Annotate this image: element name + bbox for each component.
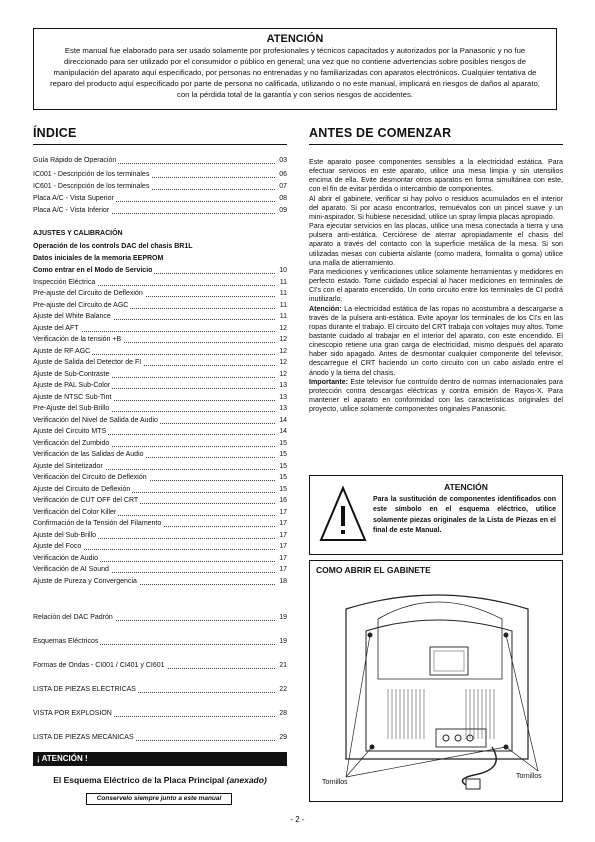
index-entry-page: 17 [279,520,287,527]
index-entry-page: 13 [279,393,287,401]
attention-bar [33,752,287,766]
index-entry-page: 18 [279,577,287,585]
index-entry-label: Pre-Ajuste del Sub-Brillo [33,405,110,412]
index-entry-page: 06 [279,171,287,178]
index-entry-page: 14 [279,416,287,424]
index-entry [33,613,287,623]
index-entry [33,733,287,743]
index-entry [33,450,287,460]
index-entry-label: Ajuste del Sub-Brillo [33,531,97,539]
index-entry [33,324,287,334]
antes-rule [309,144,563,145]
index-entry-page: 10 [279,267,287,274]
index-entry [33,289,287,299]
index-entry-page: 29 [279,734,287,741]
index-entry-page: 11 [279,290,287,297]
index-title: ÍNDICE [33,126,77,140]
index-entry-label: Relación del DAC Padrón [33,614,113,621]
index-entry-label: Verificación de las Salidas de Audio [33,451,144,458]
index-entry-page: 16 [279,497,287,504]
index-entry [33,637,287,647]
index-entry-label: Esquemas Eléctricos [33,638,99,645]
index-entry-page: 03 [279,157,287,164]
index-entry-page: 15 [279,485,287,493]
index-entry [33,278,287,288]
index-entry [33,485,287,495]
index-entry-label: Ajuste del Circuito MTS [33,428,107,435]
index-entry [33,301,287,311]
index-entry-page: 21 [279,662,287,669]
index-entry-label: Verificación de AI Sound [33,566,109,573]
index-entry [33,416,287,426]
index-entry-label: Verificación del Circuito de Deflexión [33,474,147,481]
index-entry [33,206,287,216]
index-entry-page: 11 [279,278,287,286]
index-entry-page: 17 [279,554,287,562]
tv-back-illustration [316,579,556,799]
index-entry-label: LISTA DE PIEZAS MECÁNICAS [33,734,134,741]
index-entry [33,531,287,541]
index-entry-label: Verificación del Zumbido [33,439,110,447]
index-entry-label: Ajuste de PAL Sub-Color [33,382,111,389]
index-entry [33,508,287,518]
index-entry-page: 08 [279,195,287,202]
index-entry-page: 12 [279,324,287,332]
antes-paragraph: Al abrir el gabinete, verificar si hay polvo o residuos acumulados en el interior del aparato. Si por acaso encontrarlos, remuévalos con un pincel suave y un mini-aspirador. Si hubiese necesidad, utilice un spray limpia placas apropiado. [309,194,563,221]
gabinete-label-left: Tornillos [322,779,348,786]
index-section-heading: AJUSTES Y CALIBRACIÓN [33,230,123,237]
warning-body: Este manual fue elaborado para ser usado solamente por profesionales y técnicos capacitados y autorizados por la Panasonic y no fue direccionado para ser utilizado por el consumidor o público en general; una vez que no contiene advertencias sobre posibles riesgos de manipulación del aparato aquí especificado, por personas no entrenadas y no familiarizadas con aparatos electrónicos. Cualquier tentativa de reparo del producto aquí especificado por parte de persona no calificada, utilizando o no este manual, implicará en riesgos de daños al aparato, con la pérdida total de la garantía y con serios riesgos de accidentes. [50,46,540,99]
index-entry [33,182,287,192]
index-entry-page: 28 [279,710,287,717]
index-entry-page: 17 [279,566,287,573]
index-entry-page: 13 [279,405,287,412]
index-entry [33,577,287,587]
keep-note: Conservelo siempre junto a este manual [86,793,232,805]
index-entry [33,554,287,564]
attention-box-body: Para la sustitución de componentes identificados con este símbolo en el esquema eléctrico, utilice solamente piezas originales de la Lista de Piezas en el final de este Manual. [373,496,556,535]
index-entry-label: Placa A/C - Vista Superior [33,195,114,202]
index-entry [33,519,287,529]
index-entry-label: VISTA POR EXPLOSIÓN [33,710,112,717]
page-number: - 2 - [290,815,305,824]
index-entry [33,661,287,671]
index-entry [33,194,287,204]
index-entry-page: 13 [279,382,287,389]
index-entry-label: Verificación del Nivel de Salida de Audio [33,416,158,424]
index-entry-page: 19 [279,614,287,621]
index-entry-label: Verificación de CUT OFF del CRT [33,497,139,504]
index-entry-page: 07 [279,183,287,190]
index-entry [33,427,287,437]
warning-box [33,28,557,110]
index-entry-label: Ajuste de Salida del Detector de FI [33,359,142,366]
index-entry-page: 11 [279,313,287,320]
index-entry-label: LISTA DE PIEZAS ELÉCTRICAS [33,686,136,693]
antes-paragraph [309,305,563,378]
index-entry [33,335,287,345]
index-entry-page: 12 [279,336,287,343]
index-entry-label: Como entrar en el Modo de Servicio [33,267,153,274]
index-entry-label: Ajuste de RF AGC [33,347,91,355]
index-entry-page: 15 [279,462,287,470]
esquema-note [33,775,287,785]
index-entry-page: 12 [279,347,287,355]
esquema-paren: (anexado) [226,775,267,785]
index-entry [33,439,287,449]
index-entry [33,496,287,506]
attention-bar-label: ¡ ATENCIÓN ! [37,754,88,763]
index-entry-label: Ajuste del White Balance [33,313,111,320]
antes-paragraph: Para mediciones y verificaciones utilice solamente herramientas y medidores en perfecto estado. Tome cuidado especial al hacer mediciones en terminales de CI's con el aparato encendido. Un corto circuito entre los terminales de CI podrá inutilizarlo. [309,267,563,304]
index-entry-label: Ajuste del Foco [33,543,82,550]
index-entry [33,462,287,472]
index-entry [33,381,287,391]
antes-title: ANTES DE COMENZAR [309,126,452,140]
index-entry [33,358,287,368]
index-entry-label: Ajuste del Sintetizador [33,462,103,470]
index-entry [33,347,287,357]
index-entry-label: IC001 - Descripción de los terminales [33,171,150,178]
importante-lead: Importante: [309,377,349,386]
index-entry-page: 22 [279,686,287,693]
index-entry-label: Verificación del Color Killer [33,508,117,516]
index-entry-page: 15 [279,439,287,447]
index-entry [33,473,287,483]
index-entry [33,393,287,403]
index-entry [33,685,287,695]
index-entry [33,312,287,322]
index-entry [33,542,287,552]
index-entry-label: Formas de Ondas - CI001 / CI401 y CI601 [33,662,165,669]
index-entry-label: Inspección Eléctrica [33,278,96,286]
gabinete-box [309,560,563,802]
index-entry-label: Verificación de la tensión +B [33,336,122,343]
index-entry-page: 14 [279,428,287,435]
index-entry [33,565,287,575]
index-entry [33,370,287,380]
gabinete-title: COMO ABRIR EL GABINETE [316,565,431,575]
index-entry [33,404,287,414]
index-entry-page: 17 [279,543,287,550]
index-entry-page: 15 [279,451,287,458]
index-entry-label: Guía Rápido de Operación [33,157,117,164]
index-entry-label: Ajuste de Sub-Contraste [33,370,110,378]
antes-text [309,158,563,414]
index-entry-page: 19 [279,638,287,645]
antes-paragraph [309,378,563,415]
index-entry-page: 12 [279,359,287,366]
index-entry [33,709,287,719]
antes-paragraph: Este aparato posee componentes sensibles a la electricidad estática. Para efectuar servicios en este aparato, utilice una mesa limpia y sin utensilios encima de ella. Evite desmontar otros aparatos en forma simultánea con este, con el fin de evitar pérdida o intercambio de componentes. [309,158,563,194]
index-entry-label: IC601 - Descripción de los terminales [33,183,150,190]
index-entry-label: Confirmación de la Tensión del Filamento [33,520,162,527]
index-entry-label: Ajuste de Pureza y Convergencia [33,577,137,585]
attention-box-title: ATENCIÓN [444,482,488,492]
index-subheading: Operación de los controls DAC del chasis BR1L [33,243,193,250]
index-entry-page: 15 [279,474,287,481]
index-entry-label: Ajuste del Circuito de Deflexión [33,485,131,493]
index-entry-label: Pre-ajuste del Circuito de Deflexión [33,290,143,297]
index-entry [33,266,287,276]
index-entry [33,156,287,166]
gabinete-label-right: Tornillos [516,773,542,780]
index-entry-page: 12 [279,370,287,378]
index-entry-label: Ajuste de NTSC Sub-Tint [33,393,112,401]
index-entry-label: Pre-ajuste del Circuito de AGC [33,301,129,309]
attention-box [309,475,563,555]
index-entry-label: Ajuste del AFT [33,324,79,332]
importante-text: Este televisor fue contruído dentro de normas internacionales para protección contra descargas eléctricas y contra emisión de Rayos-X. Para mantener el aparato en conformidad con las características originales del proyecto, utilice solamente componentes originales Panasonic. [309,377,563,414]
antes-paragraph: Para ejecutar servicios en las placas, utilice una mesa conectada a tierra y una pulsera anti-estática. Cerciórese de aterrar apropiadamente el chasis del aparato a través del contacto con la superficie metálica de la mesa. Si son utilizadas mesas con cubierta aislante (como madera, formalita o goma) utilice una malla de atierramiento. [309,222,563,267]
index-entry-page: 09 [279,207,287,214]
index-entry [33,170,287,180]
index-entry-page: 17 [279,531,287,539]
index-entry-page: 17 [279,508,287,516]
atencion-text: La electricidad estática de las ropas no acostumbra a descargarse a través de la pulsera anti-estática. Evite apoyar los terminales de los CI's en las ropas durante el trabajo. El circuito del CRT trabaja con voltajes muy altos. Tome bastante cuidado al trabajar en el interior del aparato, con este encendido. El cinescopio retiene una gran carga de electricidad, mismo después del aparato haber sido apagado. Antes de desmontar cualquier componente del televisor, descarregue el CRT haciendo un corto circuito con un cabo aislado entre el ánodo y la tierra del chasis. [309,304,563,377]
index-subheading: Datos iniciales de la memoria EEPROM [33,255,164,262]
warning-title: ATENCIÓN [266,33,324,45]
atencion-lead: Atención: [309,304,342,313]
index-entry-page: 11 [279,301,287,309]
index-entry-label: Verificación de Audio [33,554,98,562]
esquema-main: El Esquema Eléctrico de la Placa Principal [53,775,225,785]
index-rule [33,144,287,145]
warning-triangle-icon [318,484,368,544]
index-entry-label: Placa A/C - Vista Inferior [33,207,110,214]
